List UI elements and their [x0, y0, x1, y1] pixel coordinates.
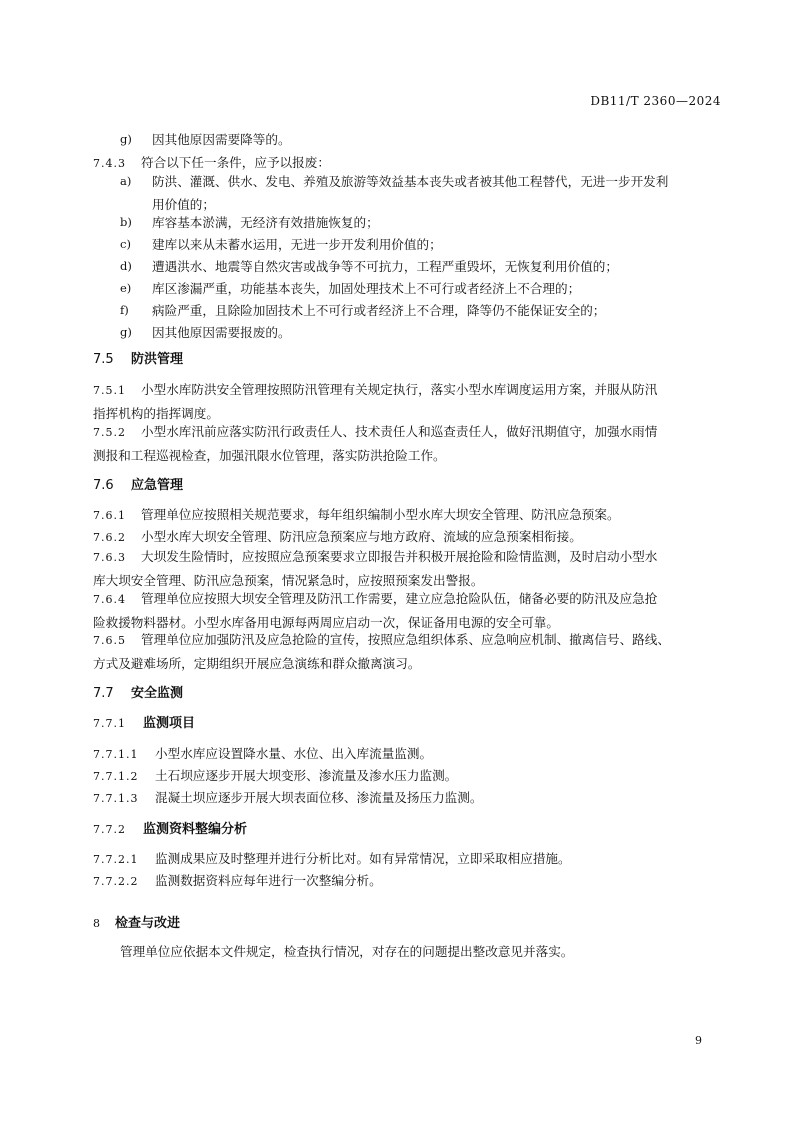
list-label: a): [120, 174, 132, 188]
clause-text: 大坝发生险情时，应按照应急预案要求立即报告并积极开展抢险和险情监测，及时启动小型水: [141, 549, 658, 564]
section-title: 检查与改进: [115, 916, 181, 931]
section-number: 7.6: [93, 478, 114, 493]
clause-number: 7.7.1.1: [93, 748, 139, 761]
page-number: 9: [695, 1034, 702, 1047]
list-text: 因其他原因需要报废的。: [152, 325, 291, 340]
list-item: [120, 255, 720, 278]
document-code-header: DB11/T 2360—2024: [590, 94, 721, 108]
section-heading-7-6: [93, 474, 183, 493]
clause-number: 7.4.3: [93, 157, 126, 170]
clause-7-7-2-2: [93, 869, 718, 893]
list-item: [120, 170, 720, 216]
list-text: 防洪、灌溉、供水、发电、养殖及旅游等效益基本丧失或者被其他工程替代，无进一步开发利: [152, 174, 669, 189]
clause-text: 监测成果应及时整理并进行分析比对。如有异常情况，立即采取相应措施。: [155, 851, 571, 866]
clause-text-continued: 指挥机构的指挥调度。: [93, 406, 219, 421]
clause-number: 7.6.4: [93, 593, 126, 606]
list-label: g): [120, 132, 132, 146]
section-heading-7-5: [93, 348, 183, 367]
list-text: 遭遇洪水、地震等自然灾害或战争等不可抗力，工程严重毁坏，无恢复利用价值的；: [152, 259, 618, 274]
clause-text: 小型水库汛前应落实防汛行政责任人、技术责任人和巡查责任人，做好汛期值守，加强水雨情: [141, 424, 658, 439]
clause-text: 土石坝应逐步开展大坝变形、渗流量及渗水压力监测。: [155, 768, 458, 783]
clause-7-6-5: [93, 628, 718, 675]
subsection-heading-7-7-2: [93, 818, 247, 837]
clause-7-7-1-1: [93, 742, 718, 766]
list-label: e): [120, 281, 132, 295]
clause-number: 7.6.1: [93, 509, 126, 522]
clause-text: 管理单位应按照相关规范要求，每年组织编制小型水库大坝安全管理、防汛应急预案。: [141, 507, 620, 522]
section-heading-8: [93, 912, 180, 931]
subsection-number: 7.7.2: [93, 823, 126, 836]
clause-text: 小型水库防洪安全管理按照防汛管理有关规定执行，落实小型水库调度运用方案，并服从防汛: [141, 382, 658, 397]
clause-text: 符合以下任一条件，应予以报废：: [141, 155, 330, 170]
list-label: f): [120, 303, 129, 317]
clause-number: 7.5.1: [93, 384, 126, 397]
clause-text-continued: 方式及避难场所，定期组织开展应急演练和群众撤离演习。: [93, 656, 421, 671]
clause-number: 7.6.5: [93, 634, 126, 647]
clause-text: 小型水库应设置降水量、水位、出入库流量监测。: [155, 746, 433, 761]
clause-text-continued: 险救援物料器材。小型水库备用电源每两周应启动一次，保证备用电源的安全可靠。: [93, 615, 559, 630]
clause-7-7-1-3: [93, 786, 718, 810]
list-text: 建库以来从未蓄水运用，无进一步开发利用价值的；: [152, 237, 442, 252]
clause-7-7-2-1: [93, 847, 718, 871]
list-item: [120, 211, 720, 234]
clause-text-continued: 测报和工程巡视检查，加强汛限水位管理，落实防洪抢险工作。: [93, 448, 446, 463]
clause-text: 混凝土坝应逐步开展大坝表面位移、渗流量及扬压力监测。: [155, 790, 483, 805]
section-title: 安全监测: [131, 686, 184, 701]
clause-number: 7.6.3: [93, 551, 126, 564]
list-text: 因其他原因需要降等的。: [152, 132, 291, 147]
clause-text: 监测数据资料应每年进行一次整编分析。: [155, 873, 382, 888]
clause-7-7-1-2: [93, 764, 718, 788]
section-number: 7.5: [93, 352, 114, 367]
clause-number: 7.7.2.1: [93, 853, 139, 866]
section-heading-7-7: [93, 682, 183, 701]
clause-text: 小型水库大坝安全管理、防汛应急预案应与地方政府、流域的应急预案相衔接。: [141, 529, 582, 544]
list-item: [120, 277, 720, 300]
list-text: 病险严重，且除险加固技术上不可行或者经济上不合理，降等仍不能保证安全的；: [152, 303, 606, 318]
section-number: 7.7: [93, 686, 114, 701]
clause-7-6-3: [93, 545, 718, 592]
list-item: [120, 233, 720, 256]
list-item: [120, 128, 720, 151]
list-text-continued: 用价值的；: [152, 197, 215, 212]
subsection-title: 监测资料整编分析: [143, 822, 248, 837]
clause-number: 7.6.2: [93, 531, 126, 544]
clause-7-6-4: [93, 587, 718, 634]
clause-text: 管理单位应按照大坝安全管理及防汛工作需要，建立应急抢险队伍，储备必要的防汛及应急抢: [141, 591, 658, 606]
subsection-heading-7-7-1: [93, 712, 195, 731]
section-title: 应急管理: [131, 478, 184, 493]
list-label: d): [120, 259, 132, 273]
clause-text: 管理单位应加强防汛及应急抢险的宣传，按照应急组织体系、应急响应机制、撤离信号、路线、: [141, 632, 670, 647]
list-label: c): [120, 237, 131, 251]
clause-text-continued: 库大坝安全管理、防汛应急预案，情况紧急时，应按照预案发出警报。: [93, 573, 484, 588]
section-title: 防洪管理: [131, 352, 184, 367]
clause-number: 7.7.1.2: [93, 770, 139, 783]
clause-number: 7.7.2.2: [93, 875, 139, 888]
clause-number: 7.5.2: [93, 426, 126, 439]
list-text: 库容基本淤满，无经济有效措施恢复的；: [152, 215, 379, 230]
clause-7-5-1: [93, 378, 718, 425]
clause-7-5-2: [93, 420, 718, 467]
subsection-number: 7.7.1: [93, 717, 126, 730]
subsection-title: 监测项目: [143, 716, 196, 731]
clause-7-6-1: [93, 503, 718, 527]
list-label: b): [120, 215, 132, 229]
section-number: 8: [93, 917, 101, 930]
list-label: g): [120, 325, 132, 339]
section-8-text: 管理单位应依据本文件规定，检查执行情况，对存在的问题提出整改意见并落实。: [120, 944, 574, 959]
list-item: [120, 321, 720, 344]
clause-number: 7.7.1.3: [93, 792, 139, 805]
list-item: [120, 299, 720, 322]
list-text: 库区渗漏严重，功能基本丧失，加固处理技术上不可行或者经济上不合理的；: [152, 281, 581, 296]
